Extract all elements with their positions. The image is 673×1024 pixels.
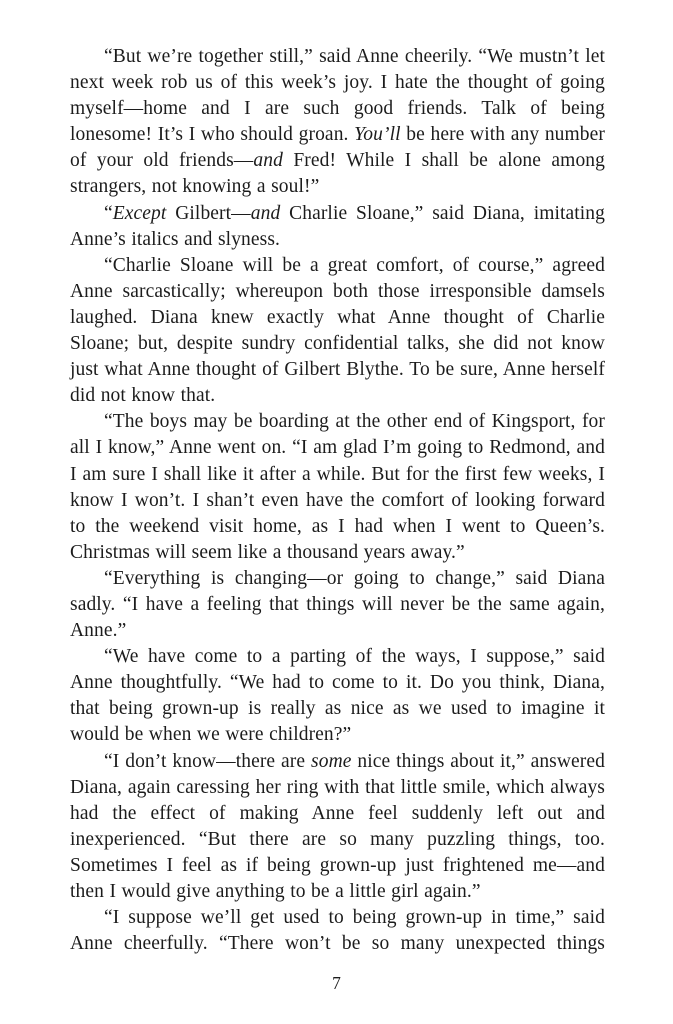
text-run: “But we’re together still,” said Anne cheerily. “We mustn’t let next week rob us of this week’s joy. I hate the thought of going myself—home and I are such good friends. Talk of being lonesome! It’s I who should groan. <box>70 46 605 146</box>
paragraph <box>70 44 605 201</box>
text-run: “ <box>104 202 113 224</box>
text-run: “The boys may be boarding at the other end of Kingsport, for all I know,” Anne went on. “I am glad I’m going to Redmond, and I am sure I shall like it after a while. But for the first few weeks, I know I won’t. I shan’t even have the comfort of looking forward to the weekend visit home, as I had when I went to Queen’s. Christmas will seem like a thousand years away.” <box>70 411 605 563</box>
page-number: 7 <box>332 973 341 993</box>
italic-text-run: Except <box>112 202 167 224</box>
italic-text-run: and <box>253 150 283 172</box>
italic-text-run: some <box>311 750 352 772</box>
italic-text-run: and <box>250 202 281 224</box>
paragraph <box>70 566 605 644</box>
page-text <box>70 44 605 957</box>
paragraph <box>70 644 605 748</box>
italic-text-run: You’ll <box>354 124 401 146</box>
paragraph <box>70 201 605 253</box>
text-run: Fred! While I shall be alone among strangers, not knowing a soul!” <box>70 150 605 198</box>
text-run: “I suppose we’ll get used to being grown-up in time,” said Anne cheerfully. “There won’t be so many unexpected things <box>70 907 605 955</box>
text-run: Gilbert— <box>166 202 251 224</box>
paragraph <box>70 905 605 957</box>
paragraph <box>70 253 605 410</box>
text-run: “Everything is changing—or going to change,” said Diana sadly. “I have a feeling that things will never be the same again, Anne.” <box>70 567 605 642</box>
text-run: “We have come to a parting of the ways, I suppose,” said Anne thoughtfully. “We had to come to it. Do you think, Diana, that being grown-up is really as nice as we used to imagine it would be when we were children?” <box>70 646 605 746</box>
text-run: Charlie Sloane,” said Diana, imitating Anne’s italics and slyness. <box>70 202 605 250</box>
text-run: nice things about it,” answered Diana, again caressing her ring with that little smile, which always had the effect of making Anne feel suddenly left out and inexperienced. “But there are so many puzzling things, too. Sometimes I feel as if being grown-up just frightened me—and then I would give anything to be a little girl again.” <box>70 750 606 902</box>
text-run: be here with any number of your old friends— <box>70 124 605 172</box>
text-run: “Charlie Sloane will be a great comfort, of course,” agreed Anne sarcastically; whereupon both those irresponsible damsels laughed. Diana knew exactly what Anne thought of Charlie Sloane; but, despite sundry confidential talks, she did not know just what Anne thought of Gilbert Blythe. To be sure, Anne herself did not know that. <box>70 254 605 407</box>
text-run: “I don’t know—there are <box>104 750 312 772</box>
paragraph <box>70 409 605 566</box>
paragraph <box>70 749 605 906</box>
